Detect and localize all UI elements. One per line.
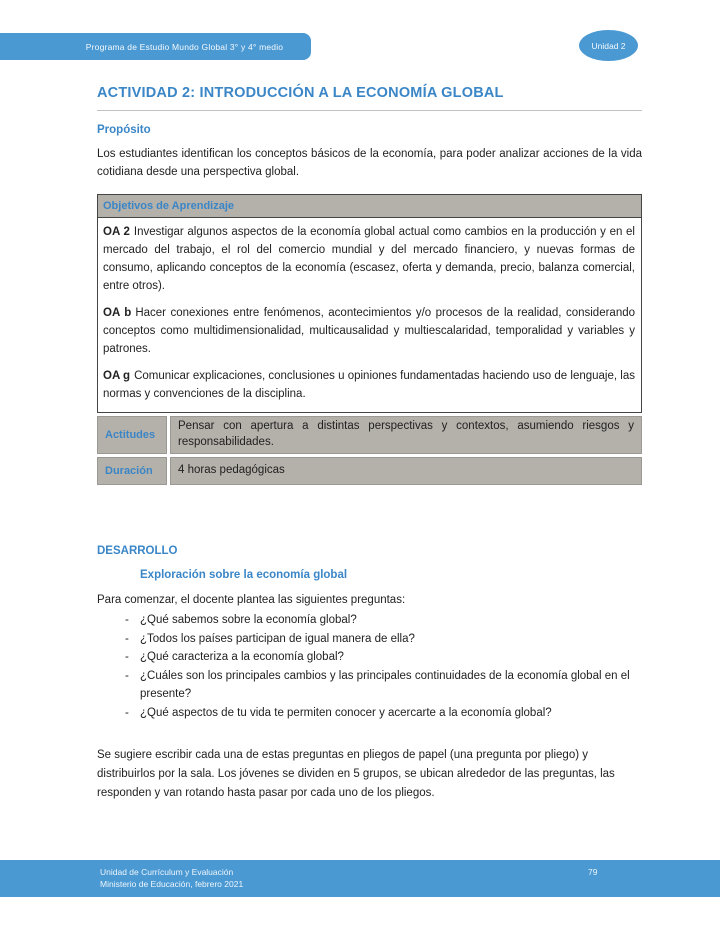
oa-text: Comunicar explicaciones, conclusiones u opiniones fundamentadas haciendo uso de lenguaje, las normas y convenciones de la disciplina.	[103, 370, 635, 400]
objectives-table-body	[97, 218, 642, 413]
oa-item	[103, 367, 635, 403]
program-badge	[0, 33, 311, 60]
question-item: - ¿Qué sabemos sobre la economía global?	[97, 611, 642, 630]
footer-org-line1: Unidad de Currículum y Evaluación	[100, 867, 234, 877]
attr-value-duracion: 4 horas pedagógicas	[170, 457, 642, 485]
proposito-heading: Propósito	[97, 124, 151, 136]
objectives-heading: Objetivos de Aprendizaje	[103, 200, 235, 212]
oa-item	[103, 304, 635, 358]
oa-text: Investigar algunos aspectos de la economía global actual como cambios en la producción y en el mercado del trabajo, el rol del comercio mundial y del mercado financiero, y nuevas formas de consumo, aplicando conceptos de la economía (escasez, oferta y demanda, precio, balanza comercial, entre otros).	[103, 226, 635, 292]
attr-label-duracion: Duración	[97, 457, 167, 485]
attribute-row-duracion	[97, 457, 642, 485]
page-content	[97, 85, 642, 803]
question-item: - ¿Qué aspectos de tu vida te permiten conocer y acercarte a la economía global?	[97, 704, 642, 723]
oa-label: OA g	[103, 370, 131, 382]
footer-bar	[0, 860, 720, 897]
proposito-text: Los estudiantes identifican los conceptos básicos de la economía, para poder analizar acciones de la vida cotidiana desde una perspectiva global.	[97, 148, 642, 178]
unit-badge	[579, 30, 638, 61]
objectives-table-header	[97, 194, 642, 218]
question-list	[97, 611, 642, 722]
unit-badge-label: Unidad 2	[591, 40, 626, 51]
question-item: - ¿Todos los países participan de igual manera de ella?	[97, 630, 642, 649]
desarrollo-heading: DESARROLLO	[97, 545, 178, 557]
intro-text: Para comenzar, el docente plantea las siguientes preguntas:	[97, 594, 406, 606]
attr-label-actitudes: Actitudes	[97, 416, 167, 454]
footer-org-line2: Ministerio de Educación, febrero 2021	[100, 879, 244, 889]
program-badge-label: Programa de Estudio Mundo Global 3° y 4° medio	[85, 41, 284, 52]
page-number: 79	[588, 867, 598, 877]
objectives-table	[97, 194, 642, 485]
oa-item	[103, 223, 635, 295]
oa-label: OA 2	[103, 226, 130, 238]
closing-paragraph: Se sugiere escribir cada una de estas preguntas en pliegos de papel (una pregunta por pliego) y distribuirlos por la sala. Los jóvenes se dividen en 5 grupos, se ubican alrededor de las preguntas, las responden y van rotando hasta pasar por cada uno de los pliegos.	[97, 749, 615, 799]
oa-label: OA b	[103, 307, 132, 319]
attribute-row-actitudes	[97, 416, 642, 454]
oa-text: Hacer conexiones entre fenómenos, acontecimientos y/o procesos de la realidad, considerando conceptos como multidimensionalidad, multicausalidad y multiescalaridad, temporalidad y variables y patrones.	[103, 307, 636, 355]
question-item: - ¿Qué caracteriza a la economía global?	[97, 648, 642, 667]
question-item: - ¿Cuáles son los principales cambios y las principales continuidades de la economía global en el presente?	[97, 667, 642, 704]
footer-org	[100, 866, 243, 890]
exploration-subheading: Exploración sobre la economía global	[140, 569, 348, 581]
activity-title: ACTIVIDAD 2: INTRODUCCIÓN A LA ECONOMÍA GLOBAL	[97, 85, 642, 111]
attr-value-actitudes: Pensar con apertura a distintas perspectivas y contextos, asumiendo riesgos y responsabilidades.	[170, 416, 642, 454]
